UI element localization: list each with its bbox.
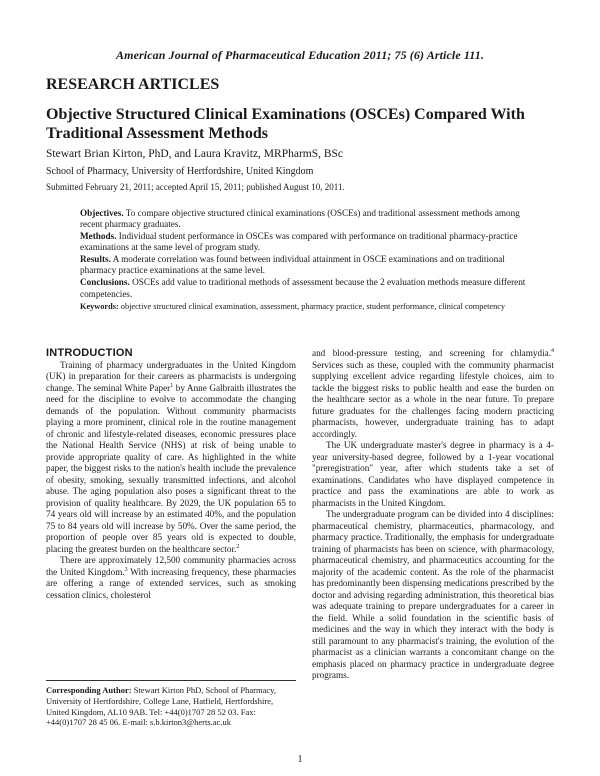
abstract-objectives-label: Objectives. — [80, 208, 124, 218]
corresponding-author-note — [46, 685, 296, 728]
body-column-left — [46, 348, 296, 601]
abstract-results-label: Results. — [80, 254, 111, 265]
author-affiliation: School of Pharmacy, University of Hertfordshire, United Kingdom — [46, 166, 314, 177]
abstract-objectives-text: To compare objective structured clinical examinations (OSCEs) and traditional assessment methods among recent pharmacy graduates. — [80, 208, 520, 230]
section-label: RESEARCH ARTICLES — [46, 76, 220, 93]
abstract-methods-text: Individual student performance in OSCEs was compared with performance on traditional pharmacy-practice examinations at the same level of program study. — [80, 231, 518, 253]
footnote-ref: 2 — [236, 543, 240, 550]
corresponding-author-details: Stewart Kirton PhD, School of Pharmacy, University of Hertfordshire, College Lane, Hatfield, Hertfordshire, United Kingdom, AL10 9AB. Tel: +44(0)1707 28 52 03. Fax: +44(0)1707 28 45 06. E-mail: s.b.kirton3@herts.ac.uk — [46, 685, 276, 728]
intro-paragraph-2-continued — [312, 348, 554, 440]
text-run: With increasing frequency, these pharmacies are offering a range of extended services, such as smoking cessation clinics, cholesterol — [46, 566, 296, 600]
abstract-conclusions-text: OSCEs add value to traditional methods of assessment because the 2 evaluation methods measure different competencies. — [80, 277, 526, 299]
article-authors: Stewart Brian Kirton, PhD, and Laura Kravitz, MRPharmS, BSc — [46, 148, 344, 160]
intro-paragraph-4: The undergraduate program can be divided into 4 disciplines: pharmaceutical chemistry, pharmaceutics, pharmacology, and pharmacy practice. Traditionally, the emphasis for undergraduate training of pharmacists has been on science, with pharmacology, pharmaceutical chemistry, and pharmaceutics accounting for the majority of the academic content. As the role of the pharmacist has predominantly been dispensing medications prescribed by the doctor and advising regarding administration, this theoretical bias was adequate training to prepare undergraduates for a career in the field. While a solid foundation in the scientific basis of medicines and the way in which they interact with the body is still paramount to any pharmacist's training, the evolution of the pharmacist as a clinician warrants a concomitant change on the emphasis placed on pharmacy practice in undergraduate degree programs. — [312, 509, 554, 680]
abstract — [80, 208, 526, 313]
body-column-right — [312, 348, 554, 682]
text-run: by Anne Galbraith illustrates the need for the discipline to evolve to accommodate the changing demands of the population. Without community pharmacists playing a more prominent, clinical role in the routine management of chronic and lifestyle-related diseases, economic pressures place the National Health Service (NHS) at risk of being unable to provide appropriate quality of care. As highlighted in the white paper, the biggest risks to the nation's health include the prevalence of obesity, smoking, sexually transmitted infections, and alcohol abuse. The aging population also poses a significant threat to the provision of quality healthcare. By 2029, the UK population 65 to 74 years old will increase by an estimated 40%, and the population 75 to 84 years old will increase by 50%. Over the same period, the proportion of people over 85 years old is expected to double, placing the greatest burden on the healthcare sector. — [46, 382, 296, 554]
abstract-objectives — [80, 208, 526, 231]
abstract-keywords — [80, 302, 526, 313]
article-title: Objective Structured Clinical Examinations (OSCEs) Compared With Traditional Assessment Methods — [46, 106, 525, 142]
abstract-results — [80, 254, 526, 277]
abstract-methods-label: Methods. — [80, 231, 117, 242]
keywords-label: Keywords: — [80, 301, 119, 311]
footnote-ref: 1 — [170, 382, 174, 389]
keywords-text: objective structured clinical examination, assessment, pharmacy practice, student performance, clinical competency — [120, 301, 506, 311]
corresponding-author-label: Corresponding Author: — [46, 685, 132, 695]
submission-dates: Submitted February 21, 2011; accepted April 15, 2011; published August 10, 2011. — [46, 182, 345, 192]
text-run: and blood-pressure testing, and screening for chlamydia. — [312, 348, 551, 358]
text-run: There are approximately 12,500 community pharmacies across the United Kingdom. — [46, 555, 296, 577]
journal-citation-header: American Journal of Pharmaceutical Education 2011; 75 (6) Article 111. — [116, 48, 484, 62]
introduction-heading: INTRODUCTION — [46, 347, 133, 359]
footnote-divider — [46, 680, 296, 681]
abstract-results-text: A moderate correlation was found between individual attainment in OSCE examinations and on traditional pharmacy practice examinations at the same level. — [80, 254, 505, 276]
intro-paragraph-1 — [46, 360, 296, 556]
intro-paragraph-3: The UK undergraduate master's degree in pharmacy is a 4-year university-based degree, followed by a 1-year vocational "preregistration" year, after which students take a set of examinations. Candidates who have displayed competence in practice and pass the examinations are able to work as pharmacists in the United Kingdom. — [312, 440, 554, 508]
text-run: Training of pharmacy undergraduates in the United Kingdom (UK) in preparation for their careers as pharmacists is undergoing change. The seminal White Paper — [46, 359, 296, 393]
text-run: Services such as these, coupled with the community pharmacist supplying excellent advice regarding lifestyle choices, aim to tackle the biggest risks to public health and ease the burden on the healthcare sector as a whole in the near future. To prepare future graduates for the challenges facing modern practicing pharmacists, however, undergraduate training has to adapt accordingly. — [312, 359, 554, 439]
page-number: 1 — [297, 754, 303, 765]
abstract-methods — [80, 231, 526, 254]
footnote-ref: 3 — [124, 566, 128, 573]
abstract-conclusions — [80, 277, 526, 300]
footnote-ref: 4 — [551, 347, 554, 354]
abstract-conclusions-label: Conclusions. — [80, 277, 130, 288]
intro-paragraph-2 — [46, 555, 296, 601]
